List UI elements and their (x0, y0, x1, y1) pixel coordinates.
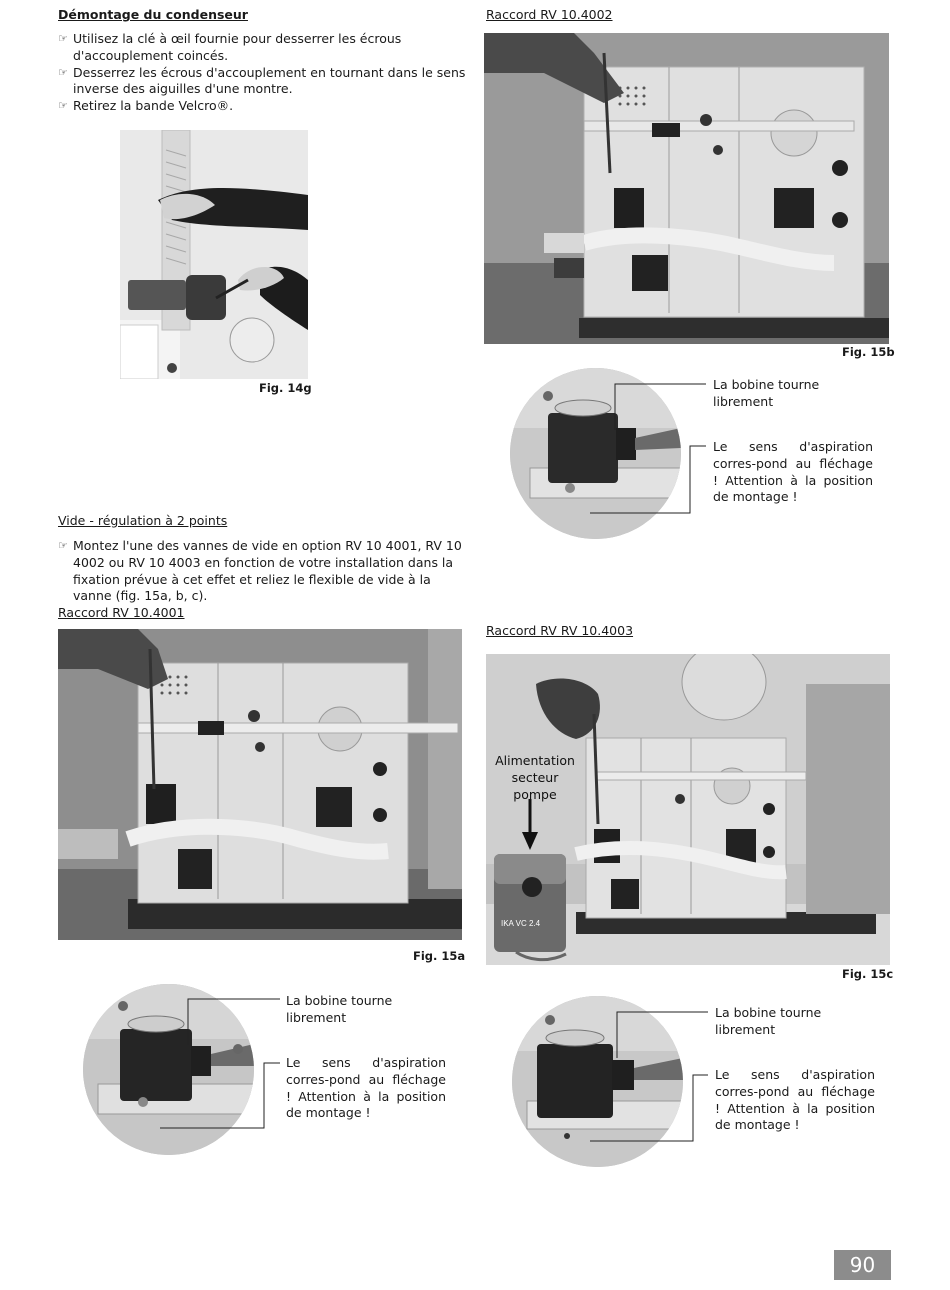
vacuum-instructions (58, 538, 468, 605)
callout-coil-free-15b: La bobine tourne librement (713, 377, 820, 409)
pointing-hand-icon: ☞ (58, 99, 68, 113)
list-item (58, 538, 468, 605)
figure-caption-15c: Fig. 15c (842, 967, 894, 981)
list-item-text: Retirez la bande Velcro®. (73, 98, 234, 114)
rv4002-detail-photo (510, 368, 681, 539)
figure-caption-15a: Fig. 15a (413, 949, 466, 963)
power-supply-label: Alimentation secteur pompe (495, 753, 575, 802)
callout-suction-direction-15b: Le sens d'aspiration corres-pond au fléchage ! Attention à la position de montage ! (713, 439, 873, 505)
list-item (58, 31, 468, 65)
pointing-hand-icon: ☞ (58, 32, 68, 45)
callout-coil-free-15a: La bobine tourne librement (286, 993, 393, 1025)
section-heading-rv4003: Raccord RV RV 10.4003 (486, 623, 634, 638)
condenser-photo (120, 130, 308, 379)
rv4003-detail-photo (512, 996, 683, 1167)
page-number: 90 (834, 1250, 891, 1280)
callout-suction-direction-15c: Le sens d'aspiration corres-pond au fléchage ! Attention à la position de montage ! (715, 1067, 875, 1133)
rv4003-photo (486, 654, 890, 965)
section-heading-rv4002: Raccord RV 10.4002 (486, 7, 613, 22)
list-item (58, 65, 468, 99)
callout-coil-free-15c: La bobine tourne librement (715, 1005, 822, 1037)
section-heading-rv4001: Raccord RV 10.4001 (58, 605, 185, 620)
callout-suction-direction-15a: Le sens d'aspiration corres-pond au fléchage ! Attention à la position de montage ! (286, 1055, 446, 1121)
rv4001-detail-photo (83, 984, 254, 1155)
section-heading-condenser: Démontage du condenseur (58, 7, 248, 22)
list-item-text: Utilisez la clé à œil fournie pour desserrer les écrous d'accouplement coincés. (73, 31, 402, 63)
pointing-hand-icon: ☞ (58, 65, 68, 79)
list-item-text: Desserrez les écrous d'accouplement en tournant dans le sens inverse des aiguilles d'une montre. (73, 64, 466, 97)
rv4001-photo (58, 629, 462, 940)
figure-caption-15b: Fig. 15b (842, 345, 895, 359)
section-heading-vacuum: Vide - régulation à 2 points (58, 513, 228, 528)
list-item-text: Montez l'une des vannes de vide en option RV 10 4001, RV 10 4002 ou RV 10 4003 en fonction de votre installation dans la fixation prévue à cet effet et reliez le flexible de vide à la vanne (fig. 15a, b, c). (73, 538, 462, 604)
figure-caption-14g: Fig. 14g (259, 381, 312, 395)
pointing-hand-icon: ☞ (58, 539, 68, 552)
pump-label: IKA VC 2.4 (501, 919, 541, 928)
rv4002-photo (484, 33, 889, 344)
condenser-instructions (58, 31, 468, 115)
list-item (58, 98, 468, 115)
